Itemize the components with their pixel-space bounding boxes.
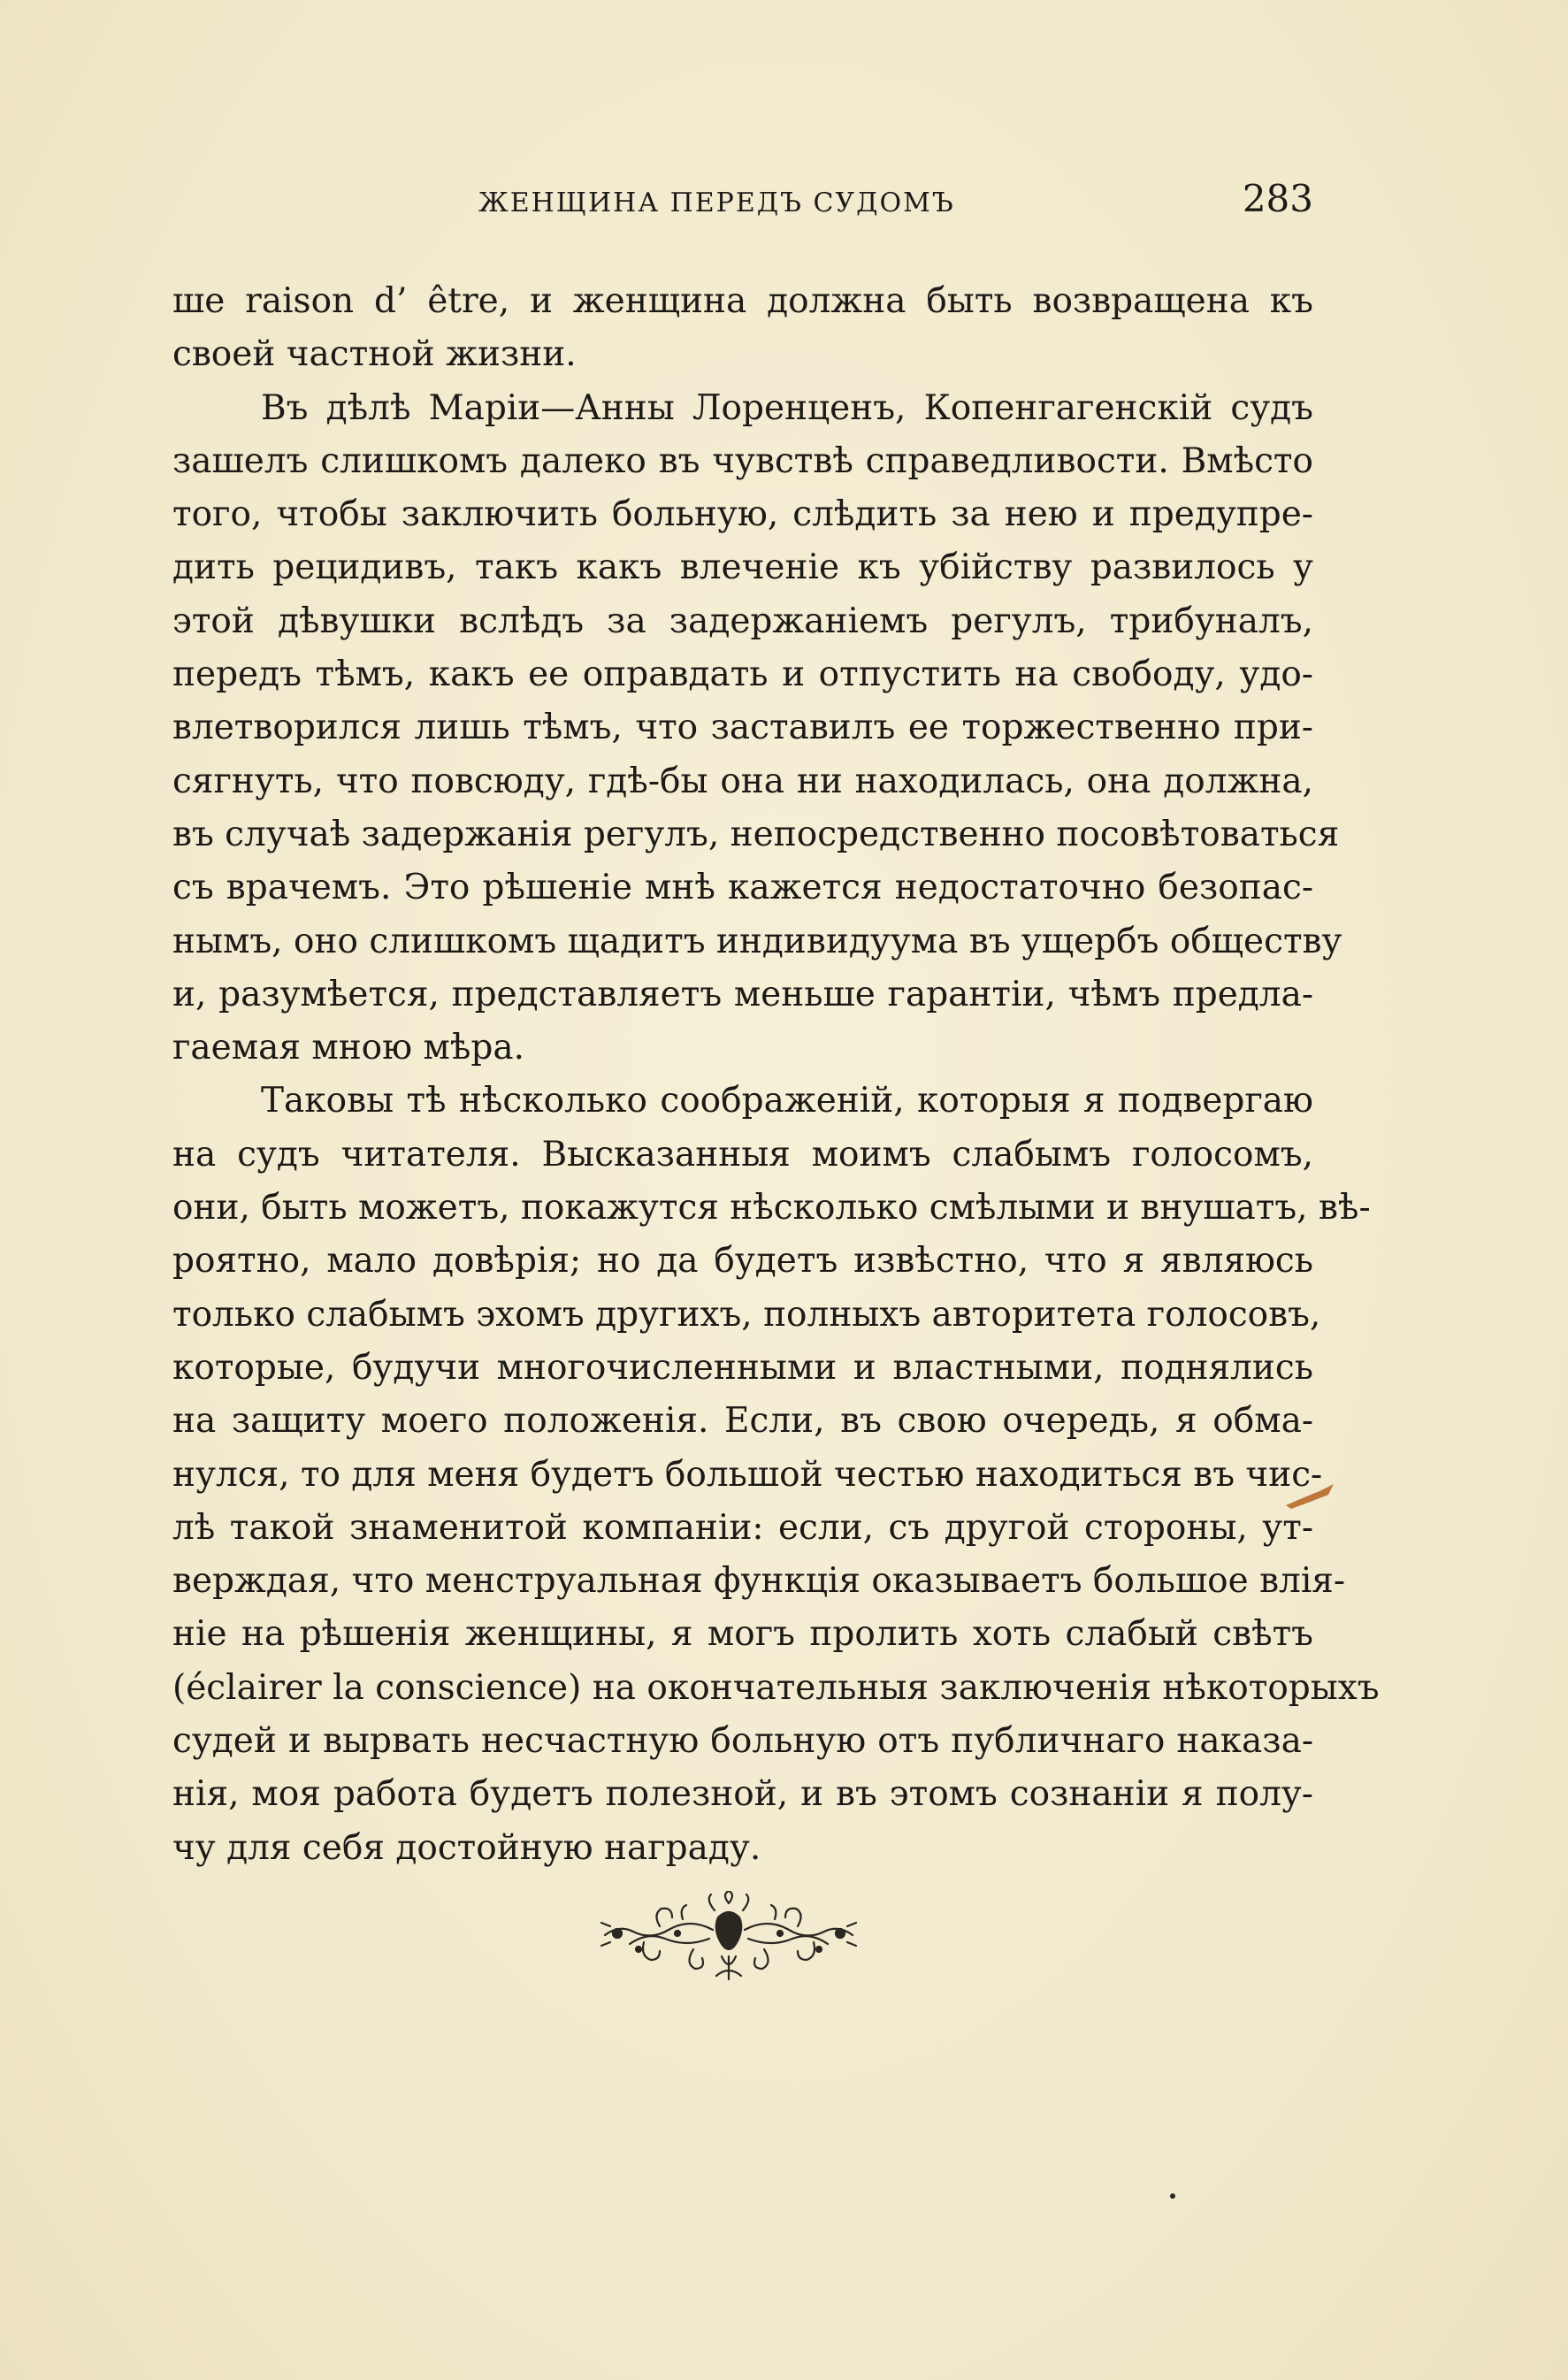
text-line: ше raison d’ être, и женщина должна быть возвращена къ	[172, 281, 1313, 321]
text-line: ніе на рѣшенія женщины, я могъ пролить хоть слабый свѣтъ	[172, 1614, 1313, 1655]
text-line: на судъ читателя. Высказанныя моимъ слабымъ голосомъ,	[172, 1134, 1313, 1175]
text-line: и, разумѣется, представляетъ меньше гарантіи, чѣмъ предла-	[172, 974, 1313, 1014]
text-line: нулся, то для меня будетъ большой честью находиться въ чис-	[172, 1454, 1323, 1495]
text-line: на защиту моего положенія. Если, въ свою очередь, я обма-	[172, 1401, 1313, 1442]
text-line: дить рецидивъ, такъ какъ влеченіе къ убійству развилось у	[172, 547, 1313, 588]
text-line: того, чтобы заключить больную, слѣдить за нею и предупре-	[172, 494, 1313, 535]
text-line: влетворился лишь тѣмъ, что заставилъ ее торжественно при-	[172, 708, 1313, 748]
text-line: передъ тѣмъ, какъ ее оправдать и отпустить на свободу, удо-	[172, 654, 1313, 695]
text-line: роятно, мало довѣрія; но да будетъ извѣстно, что я являюсь	[172, 1241, 1313, 1282]
text-line: которые, будучи многочисленными и властными, поднялись	[172, 1347, 1313, 1388]
text-line: гаемая мною мѣра.	[172, 1028, 524, 1068]
text-line: они, быть можетъ, покажутся нѣсколько смѣлыми и внушатъ, вѣ-	[172, 1188, 1371, 1228]
text-line: лѣ такой знаменитой компаніи: если, съ другой стороны, ут-	[172, 1507, 1313, 1548]
text-line: этой дѣвушки вслѣдъ за задержаніемъ регулъ, трибуналъ,	[172, 601, 1313, 641]
text-line: нымъ, оно слишкомъ щадитъ индивидуума въ ущербъ обществу	[172, 921, 1342, 961]
page-number: 283	[1242, 177, 1313, 220]
text-line: только слабымъ эхомъ другихъ, полныхъ авторитета голосовъ,	[172, 1294, 1321, 1335]
text-line: чу для себя достойную награду.	[172, 1827, 761, 1868]
text-line: зашелъ слишкомъ далеко въ чувствѣ справедливости. Вмѣсто	[172, 440, 1313, 481]
text-line: (éclairer la conscience) на окончательныя заключенія нѣкоторыхъ	[172, 1667, 1380, 1708]
text-line: верждая, что менструальная функція оказываетъ большое влія-	[172, 1561, 1346, 1602]
text-line: судей и вырвать несчастную больную отъ публичнаго наказа-	[172, 1721, 1313, 1762]
text-line: сягнуть, что повсюду, гдѣ-бы она ни находилась, она должна,	[172, 761, 1313, 801]
text-line: въ случаѣ задержанія регулъ, непосредственно посовѣтоваться	[172, 814, 1340, 854]
text-line: нія, моя работа будетъ полезной, и въ этомъ сознаніи я полу-	[172, 1774, 1313, 1815]
ink-speck	[1170, 2193, 1175, 2199]
text-line: своей частной жизни.	[172, 334, 577, 375]
text-line: съ врачемъ. Это рѣшеніе мнѣ кажется недостаточно безопас-	[172, 868, 1313, 908]
page-header	[172, 177, 1313, 230]
pencil-margin-mark-icon	[1284, 1479, 1337, 1514]
running-head: ЖЕНЩИНА ПЕРЕДЪ СУДОМЪ	[478, 187, 955, 218]
floral-tailpiece-ornament-icon	[598, 1891, 860, 1986]
text-line: Таковы тѣ нѣсколько соображеній, которыя я подвергаю	[261, 1081, 1313, 1121]
body-text	[172, 275, 1380, 1875]
text-line: Въ дѣлѣ Маріи—Анны Лоренценъ, Копенгагенскій судъ	[261, 387, 1313, 428]
